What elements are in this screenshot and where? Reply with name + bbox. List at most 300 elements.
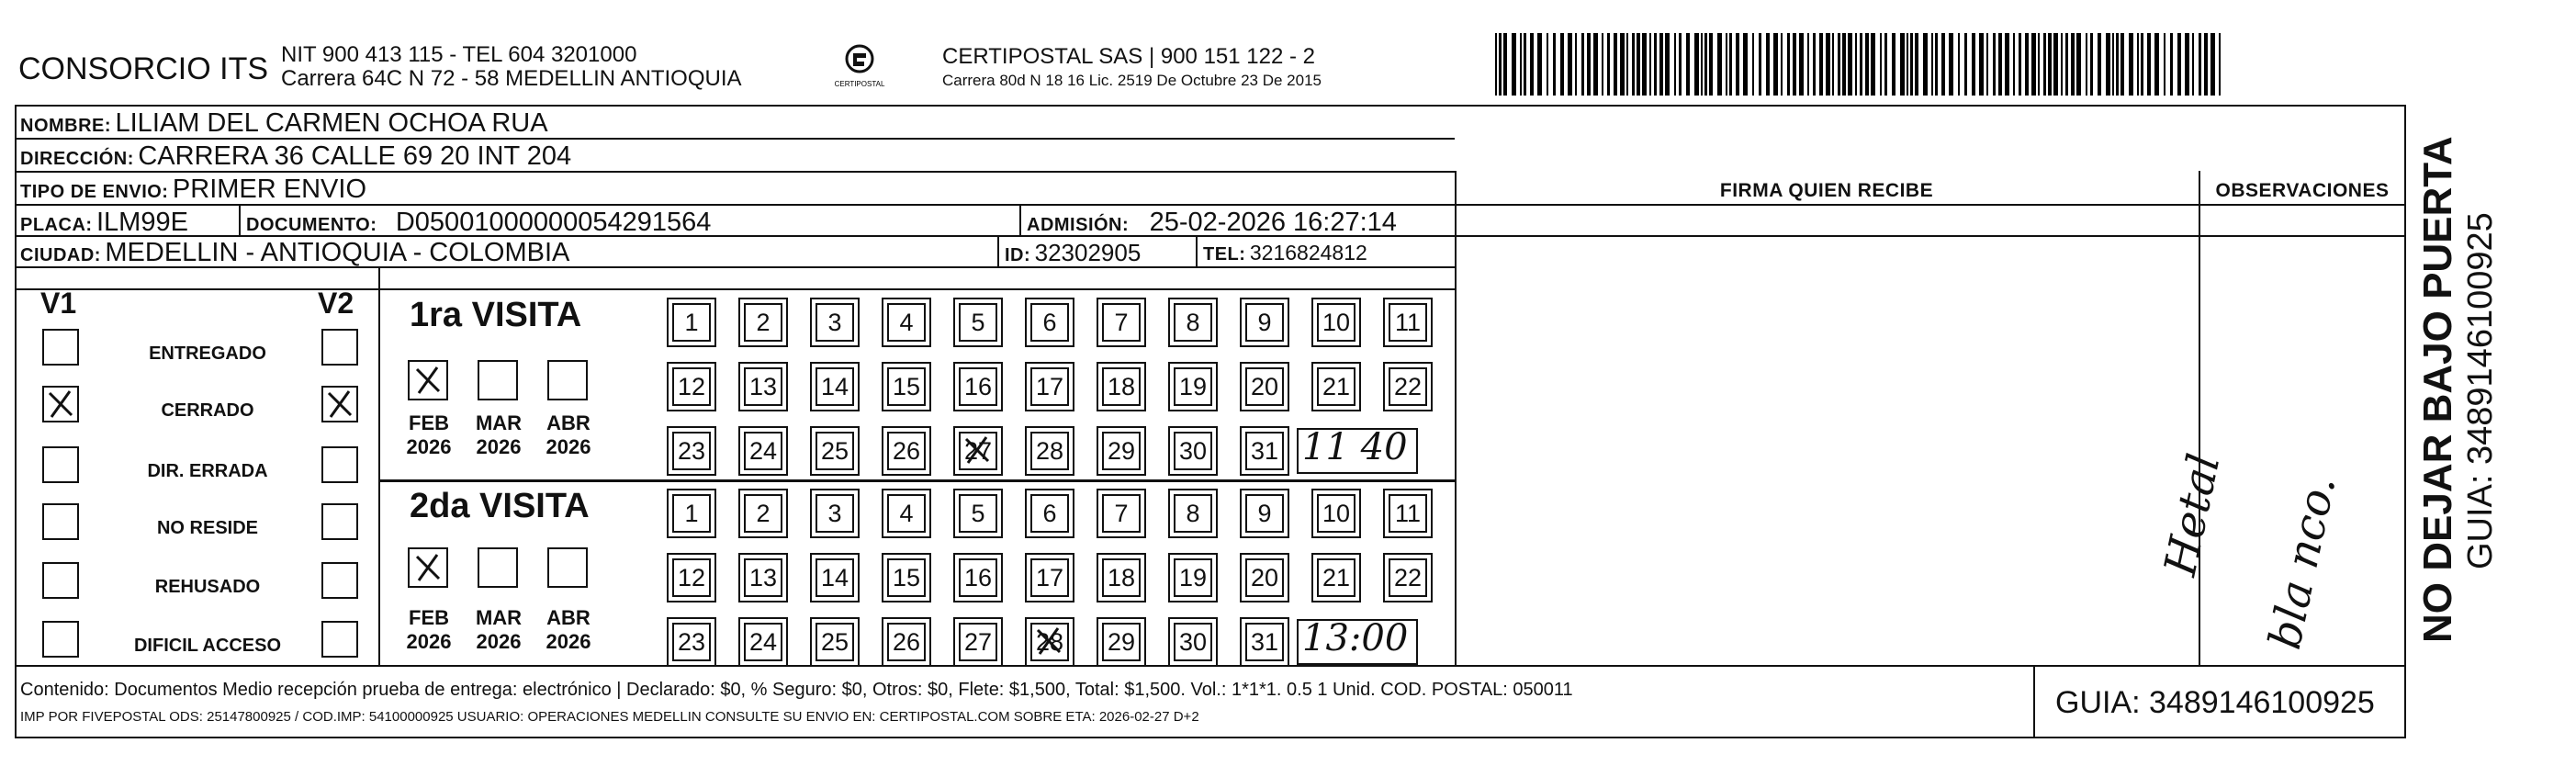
time-value: 11 40 (1302, 426, 1408, 468)
documento-label: DOCUMENTO: (246, 215, 377, 235)
barcode-bar (1860, 33, 1862, 96)
barcode-bar (2164, 33, 2165, 96)
company-name: CONSORCIO ITS (18, 51, 269, 86)
day-box-frame (1240, 426, 1289, 476)
day-box-frame (738, 617, 788, 667)
barcode-bar (1512, 33, 1516, 96)
day-box-frame (1168, 426, 1218, 476)
barcode-bar (1499, 33, 1502, 96)
barcode-bar (2141, 33, 2143, 96)
v1-checkbox (42, 503, 79, 540)
day-box-frame (1240, 553, 1289, 602)
barcode-bar (2219, 33, 2221, 96)
v1-checkbox (42, 562, 79, 599)
day-28-mark (1030, 623, 1067, 659)
barcode-bar (1915, 33, 1918, 96)
day-box: 25 (816, 432, 854, 470)
status-label: NO RESIDE (156, 518, 259, 538)
certipostal-logo (823, 40, 896, 96)
day-box-frame (1240, 489, 1289, 538)
day-box: 2 (744, 494, 782, 533)
month-year: 2026 (406, 630, 452, 653)
barcode-bar (1838, 33, 1840, 96)
day-box: 10 (1317, 494, 1355, 533)
day-box: 22 (1389, 367, 1427, 406)
day-box-frame (1311, 489, 1361, 538)
day-box-frame (667, 553, 716, 602)
barcode-bar (1842, 33, 1846, 96)
day-box: 5 (959, 494, 997, 533)
day-box: 26 (887, 432, 926, 470)
barcode-bar (1907, 33, 1908, 96)
barcode-bar (1717, 33, 1722, 96)
day-box-frame (953, 298, 1003, 347)
barcode-bar (2199, 33, 2201, 96)
barcode-bar (1743, 33, 1748, 96)
barcode-bar (1560, 33, 1564, 96)
barcode-bar (1503, 33, 1507, 96)
day-box: 20 (1245, 367, 1284, 406)
day-box-frame (882, 553, 931, 602)
day-box: 15 (887, 367, 926, 406)
handwritten-note-1: Hetal (2154, 449, 2231, 580)
company-address: Carrera 64C N 72 - 58 MEDELLIN ANTIOQUIA (281, 66, 742, 91)
day-box-frame (1168, 617, 1218, 667)
barcode-bar (1495, 33, 1497, 96)
barcode-bar (2106, 33, 2110, 96)
documento-value: D05001000000054291564 (395, 208, 712, 237)
barcode-bar (1587, 33, 1591, 96)
day-box-frame (1097, 298, 1146, 347)
day-box-frame (667, 426, 716, 476)
day-box-frame (738, 426, 788, 476)
day-box: 14 (816, 367, 854, 406)
barcode-bar (2038, 33, 2040, 96)
v1-checkbox (42, 621, 79, 658)
barcode-bar (2065, 33, 2068, 96)
barcode-bar (1807, 33, 1809, 96)
day-box-frame (882, 362, 931, 411)
day-box: 23 (672, 623, 711, 661)
barcode-bar (1931, 33, 1933, 96)
month-year: 2026 (406, 435, 452, 458)
barcode-bar (1941, 33, 1945, 96)
nombre-value: LILIAM DEL CARMEN OCHOA RUA (115, 108, 548, 138)
day-box-frame (667, 362, 716, 411)
barcode-bar (1620, 33, 1625, 96)
day-box-frame (1097, 617, 1146, 667)
day-box-frame (1240, 617, 1289, 667)
day-box: 26 (887, 623, 926, 661)
id-label: ID: (1005, 245, 1031, 265)
month-label: ABR (546, 606, 591, 629)
v2-cerrado-mark (321, 386, 358, 422)
company-nit: NIT 900 413 115 - TEL 604 3201000 (281, 42, 637, 67)
day-box: 7 (1102, 303, 1141, 342)
day-box-frame (810, 362, 860, 411)
barcode-bar (1537, 33, 1542, 96)
day-box-frame (1025, 298, 1074, 347)
day-box-frame (1383, 489, 1433, 538)
footer-guia: GUIA: 3489146100925 (2055, 685, 2375, 720)
day-box: 3 (816, 494, 854, 533)
day-box-frame (1240, 298, 1289, 347)
day-box-frame (882, 298, 931, 347)
firma-header: FIRMA QUIEN RECIBE (1719, 180, 1934, 201)
barcode-bar (1694, 33, 1699, 96)
barcode-bar (1602, 33, 1603, 96)
footer-line-2: IMP POR FIVEPOSTAL ODS: 25147800925 / COD.IMP: 54100000925 USUARIO: OPERACIONES MEDELLIN CONSULTE SU ENVIO EN: CERTIPOSTAL.COM SOBRE ETA: 2026-02-27 D+2 (20, 709, 1199, 725)
day-box: 20 (1245, 558, 1284, 597)
handwritten-note-2: bla nco. (2259, 471, 2346, 654)
day-box-frame (738, 553, 788, 602)
tel-value: 3216824812 (1249, 241, 1367, 265)
footer-line-1: Contenido: Documentos Medio recepción prueba de entrega: electrónico | Declarado: $0, % Seguro: $0, Otros: $0, Flete: $1,500, Total: $1,500. Vol.: 1*1*1. 0.5 1 Unid. COD. POSTAL: 050011 (20, 680, 1573, 700)
v1-cerrado-mark (42, 386, 79, 422)
barcode-bar (2154, 33, 2159, 96)
day-box: 13 (744, 367, 782, 406)
barcode-bar (1704, 33, 1707, 96)
barcode-bar (1726, 33, 1727, 96)
side-warning: NO DEJAR BAJO PUERTA (2415, 136, 2460, 643)
barcode-bar (1759, 33, 1761, 96)
day-box: 28 (1030, 623, 1069, 661)
v1-header: V1 (40, 287, 77, 320)
day-27-mark (959, 432, 996, 468)
ciudad-label: CIUDAD: (20, 245, 101, 265)
day-box: 19 (1174, 367, 1212, 406)
tel-label: TEL: (1203, 244, 1246, 265)
barcode-bar (2071, 33, 2075, 96)
day-box: 27 (959, 623, 997, 661)
barcode-bar (1642, 33, 1647, 96)
barcode-bar (1910, 33, 1913, 96)
barcode-bar (1773, 33, 1778, 96)
day-box: 13 (744, 558, 782, 597)
second-visit-title: 2da VISITA (410, 487, 590, 525)
barcode-bar (1781, 33, 1783, 96)
admision-label: ADMISIÓN: (1027, 215, 1130, 235)
day-box-frame (1025, 553, 1074, 602)
day-box-frame (667, 489, 716, 538)
month-label: FEB (409, 411, 449, 434)
v2-checkbox (321, 329, 358, 366)
status-label: REHUSADO (154, 577, 261, 597)
day-box: 25 (816, 623, 854, 661)
barcode-bar (1949, 33, 1953, 96)
month-label: MAR (475, 411, 523, 434)
day-box: 21 (1317, 367, 1355, 406)
barcode-bar (2048, 33, 2052, 96)
barcode-bar (1679, 33, 1682, 96)
barcode-bar (1787, 33, 1790, 96)
barcode-bar (1626, 33, 1628, 96)
barcode-bar (1575, 33, 1577, 96)
day-box-frame (1097, 553, 1146, 602)
day-box: 2 (744, 303, 782, 342)
direccion-value: CARRERA 36 CALLE 69 20 INT 204 (138, 141, 572, 171)
day-box-frame (953, 617, 1003, 667)
day-box-frame (1097, 362, 1146, 411)
barcode-bar (1593, 33, 1598, 96)
barcode-bar (2098, 33, 2101, 96)
barcode-bar (1998, 33, 2002, 96)
placa-value: ILM99E (96, 208, 188, 237)
day-box-frame (882, 426, 931, 476)
side-guia: GUIA: 3489146100925 (2461, 212, 2500, 569)
day-box-frame (1383, 298, 1433, 347)
day-box: 7 (1102, 494, 1141, 533)
barcode-bar (1871, 33, 1875, 96)
day-box-frame (1168, 298, 1218, 347)
day-box: 10 (1317, 303, 1355, 342)
day-box-frame (738, 362, 788, 411)
day-box: 30 (1174, 432, 1212, 470)
day-box: 23 (672, 432, 711, 470)
day-box-frame (1168, 489, 1218, 538)
barcode-bar (2170, 33, 2173, 96)
barcode-bar (1848, 33, 1852, 96)
day-box: 15 (887, 558, 926, 597)
barcode-bar (1659, 33, 1663, 96)
barcode-bar (2210, 33, 2215, 96)
barcode-bar (1665, 33, 1670, 96)
barcode-bar (1986, 33, 1988, 96)
barcode-bar (1819, 33, 1823, 96)
barcode-bar (1935, 33, 1938, 96)
barcode-bar (1581, 33, 1584, 96)
status-label: CERRADO (161, 400, 254, 421)
barcode-bar (2129, 33, 2133, 96)
v2-header: V2 (318, 287, 354, 320)
day-box: 1 (672, 494, 711, 533)
barcode-bar (1972, 33, 1975, 96)
tipo-label: TIPO DE ENVIO: (20, 182, 169, 202)
barcode-bar (1793, 33, 1796, 96)
barcode-bar (2043, 33, 2046, 96)
day-box: 1 (672, 303, 711, 342)
barcode-bar (1993, 33, 1996, 96)
day-box: 6 (1030, 303, 1069, 342)
barcode-bar (2192, 33, 2194, 96)
day-box: 9 (1245, 494, 1284, 533)
month-label: MAR (475, 606, 523, 629)
day-box-frame (1025, 362, 1074, 411)
day-box: 29 (1102, 623, 1141, 661)
direccion-label: DIRECCIÓN: (20, 149, 134, 169)
svg-text:CERTIPOSTAL: CERTIPOSTAL (834, 80, 885, 88)
day-box-frame (1097, 426, 1146, 476)
month-checkbox (478, 360, 518, 400)
barcode-bar (2053, 33, 2058, 96)
day-box-frame (738, 489, 788, 538)
barcode-bar (2019, 33, 2021, 96)
day-box: 31 (1245, 623, 1284, 661)
barcode-bar (1923, 33, 1928, 96)
feb-month-mark (410, 549, 446, 586)
barcode-bar (2204, 33, 2208, 96)
day-box-frame (810, 553, 860, 602)
month-year: 2026 (546, 435, 591, 458)
barcode-bar (2090, 33, 2093, 96)
v1-checkbox (42, 329, 79, 366)
barcode-bar (1979, 33, 1984, 96)
day-box: 14 (816, 558, 854, 597)
barcode-bar (1709, 33, 1713, 96)
day-box-frame (1311, 362, 1361, 411)
barcode-bar (2086, 33, 2087, 96)
day-box-frame (953, 362, 1003, 411)
barcode-bar (1524, 33, 1526, 96)
day-box: 19 (1174, 558, 1212, 597)
barcode-bar (1568, 33, 1572, 96)
feb-month-mark (410, 362, 446, 399)
carrier-name: CERTIPOSTAL SAS | 900 151 122 - 2 (942, 44, 1315, 69)
barcode-bar (2137, 33, 2139, 96)
barcode-bar (1813, 33, 1816, 96)
status-label: DIR. ERRADA (147, 461, 268, 481)
barcode-bar (2177, 33, 2181, 96)
barcode-bar (1892, 33, 1895, 96)
month-label: ABR (546, 411, 591, 434)
day-box: 24 (744, 432, 782, 470)
barcode-bar (2112, 33, 2114, 96)
barcode-bar (1649, 33, 1651, 96)
v2-checkbox (321, 562, 358, 599)
status-label: ENTREGADO (149, 343, 266, 364)
barcode-bar (1607, 33, 1610, 96)
day-box: 28 (1030, 432, 1069, 470)
barcode-bar (2061, 33, 2063, 96)
v1-checkbox (42, 446, 79, 483)
barcode-bar (1674, 33, 1676, 96)
barcode-bar (2005, 33, 2009, 96)
barcode-bar (1832, 33, 1834, 96)
observaciones-header: OBSERVACIONES (2215, 180, 2390, 201)
barcode-bar (1766, 33, 1770, 96)
day-box-frame (738, 298, 788, 347)
day-box: 29 (1102, 432, 1141, 470)
day-box-frame (1383, 553, 1433, 602)
day-box: 9 (1245, 303, 1284, 342)
v2-checkbox (321, 446, 358, 483)
barcode-bar (2185, 33, 2189, 96)
first-visit-title: 1ra VISITA (410, 296, 582, 334)
day-box: 31 (1245, 432, 1284, 470)
barcode-bar (1614, 33, 1617, 96)
barcode-bar (1686, 33, 1690, 96)
barcode-bar (1701, 33, 1703, 96)
barcode-bar (1958, 33, 1960, 96)
day-box-frame (1383, 362, 1433, 411)
barcode-bar (2031, 33, 2036, 96)
day-box-frame (1168, 362, 1218, 411)
v2-checkbox (321, 621, 358, 658)
id-value: 32302905 (1034, 239, 1142, 266)
day-box-frame (882, 617, 931, 667)
barcode-bar (1964, 33, 1967, 96)
barcode-bar (1826, 33, 1830, 96)
barcode-bar (2116, 33, 2119, 96)
month-checkbox (547, 547, 588, 588)
barcode-bar (1530, 33, 1534, 96)
day-box: 24 (744, 623, 782, 661)
barcode-bar (1799, 33, 1804, 96)
day-box-frame (953, 553, 1003, 602)
day-box-frame (953, 489, 1003, 538)
barcode-bar (1855, 33, 1857, 96)
day-box: 27 (959, 432, 997, 470)
day-box-frame (810, 298, 860, 347)
month-checkbox (547, 360, 588, 400)
day-box-frame (810, 489, 860, 538)
day-box-frame (667, 298, 716, 347)
barcode-bar (1880, 33, 1882, 96)
day-box: 30 (1174, 623, 1212, 661)
day-box: 8 (1174, 303, 1212, 342)
day-box: 11 (1389, 303, 1427, 342)
barcode-bar (1752, 33, 1754, 96)
barcode-bar (1900, 33, 1905, 96)
barcode-bar (1547, 33, 1548, 96)
month-checkbox (478, 547, 518, 588)
barcode-bar (2025, 33, 2029, 96)
barcode-bar (1632, 33, 1635, 96)
barcode-bar (2120, 33, 2124, 96)
day-box-frame (1025, 426, 1074, 476)
day-box: 11 (1389, 494, 1427, 533)
day-box-frame (1240, 362, 1289, 411)
day-box-frame (1097, 489, 1146, 538)
day-box-frame (1168, 553, 1218, 602)
day-box-frame (810, 426, 860, 476)
barcode-bar (1553, 33, 1556, 96)
barcode-bar (1736, 33, 1739, 96)
status-label: DIFICIL ACCESO (133, 636, 281, 656)
ciudad-value: MEDELLIN - ANTIOQUIA - COLOMBIA (105, 238, 570, 267)
day-box: 4 (887, 303, 926, 342)
barcode-bar (2076, 33, 2081, 96)
day-box: 22 (1389, 558, 1427, 597)
day-box-frame (667, 617, 716, 667)
barcode-bar (1729, 33, 1732, 96)
day-box: 5 (959, 303, 997, 342)
day-box-frame (1311, 553, 1361, 602)
placa-label: PLACA: (20, 215, 93, 235)
day-box-frame (810, 617, 860, 667)
day-box: 6 (1030, 494, 1069, 533)
time-value: 13:00 (1302, 617, 1409, 659)
day-box: 4 (887, 494, 926, 533)
barcode-bar (1520, 33, 1522, 96)
barcode-bar (2147, 33, 2151, 96)
day-box-frame (1311, 298, 1361, 347)
admision-value: 25-02-2026 16:27:14 (1149, 208, 1397, 237)
day-box: 18 (1102, 558, 1141, 597)
month-year: 2026 (476, 435, 522, 458)
barcode-bar (2013, 33, 2015, 96)
day-box: 16 (959, 367, 997, 406)
day-box: 3 (816, 303, 854, 342)
day-box: 17 (1030, 558, 1069, 597)
day-box: 18 (1102, 367, 1141, 406)
tipo-value: PRIMER ENVIO (172, 175, 367, 204)
day-box: 12 (672, 367, 711, 406)
nombre-label: NOMBRE: (20, 116, 112, 136)
carrier-address: Carrera 80d N 18 16 Lic. 2519 De Octubre 23 De 2015 (942, 72, 1322, 89)
month-year: 2026 (476, 630, 522, 653)
day-box: 16 (959, 558, 997, 597)
